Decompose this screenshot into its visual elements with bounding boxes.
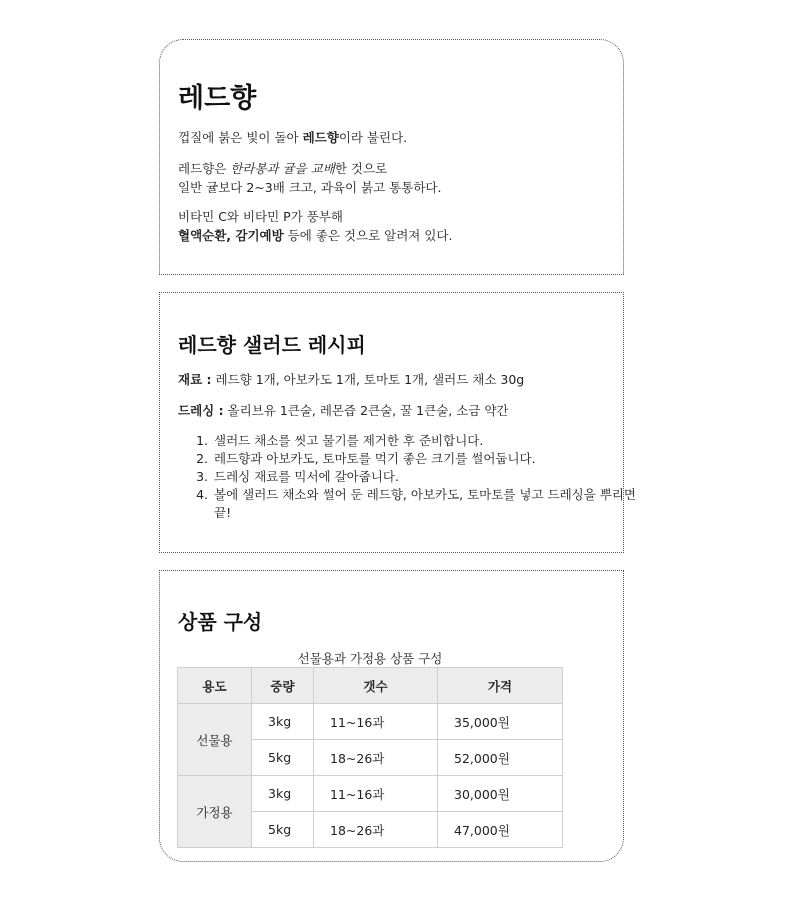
group-gift: 선물용	[178, 704, 252, 776]
product-table	[177, 667, 563, 848]
cell-price: 30,000원	[438, 776, 563, 812]
header-count: 갯수	[314, 668, 438, 704]
cell-price: 35,000원	[438, 704, 563, 740]
highlight-redhyang: 레드향	[302, 130, 339, 145]
cell-weight: 3kg	[252, 704, 314, 740]
table-header-row	[178, 668, 563, 704]
highlight-cross: 한라봉과 귤을 교배	[230, 161, 335, 176]
table-row	[178, 776, 563, 812]
recipe-step: 2. 레드향과 아보카도, 토마토를 먹기 좋은 크기를 썰어둡니다.	[212, 450, 640, 468]
recipe-step: 4. 볼에 샐러드 채소와 썰어 둔 레드향, 아보카도, 토마토를 넣고 드레싱을 뿌리면 끝!	[212, 486, 640, 522]
group-home: 가정용	[178, 776, 252, 848]
intro-paragraph-2: 레드향은 한라봉과 귤을 교배한 것으로 일반 귤보다 2~3배 크고, 과육이 붉고 통통하다.	[178, 161, 442, 195]
recipe-step: 1. 샐러드 채소를 씻고 물기를 제거한 후 준비합니다.	[212, 432, 640, 450]
ingredients-line: 재료 : 레드향 1개, 아보카도 1개, 토마토 1개, 샐러드 채소 30g	[178, 372, 525, 387]
intro-title: 레드향	[178, 83, 257, 114]
product-card	[159, 570, 624, 862]
intro-paragraph-1: 껍질에 붉은 빛이 돌아 레드향이라 불린다.	[178, 130, 408, 145]
cell-count: 11~16과	[314, 704, 438, 740]
header-price: 가격	[438, 668, 563, 704]
table-caption: 선물용과 가정용 상품 구성	[297, 651, 443, 666]
highlight-benefits: 혈액순환, 감기예방	[178, 228, 284, 243]
recipe-card	[159, 292, 637, 553]
cell-price: 47,000원	[438, 812, 563, 848]
cell-count: 18~26과	[314, 812, 438, 848]
recipe-steps	[178, 432, 640, 522]
cell-weight: 5kg	[252, 812, 314, 848]
cell-price: 52,000원	[438, 740, 563, 776]
cell-weight: 3kg	[252, 776, 314, 812]
table-row	[178, 704, 563, 740]
intro-card	[159, 39, 624, 275]
recipe-step: 3. 드레싱 재료를 믹서에 갈아줍니다.	[212, 468, 640, 486]
recipe-title: 레드향 샐러드 레시피	[178, 333, 366, 357]
header-weight: 중량	[252, 668, 314, 704]
header-usage: 용도	[178, 668, 252, 704]
intro-paragraph-3: 비타민 C와 비타민 P가 풍부해 혈액순환, 감기예방 등에 좋은 것으로 알려져 있다.	[178, 209, 453, 243]
product-title: 상품 구성	[178, 610, 263, 634]
dressing-line: 드레싱 : 올리브유 1큰술, 레몬즙 2큰술, 꿀 1큰술, 소금 약간	[178, 403, 509, 418]
cell-count: 18~26과	[314, 740, 438, 776]
cell-count: 11~16과	[314, 776, 438, 812]
cell-weight: 5kg	[252, 740, 314, 776]
